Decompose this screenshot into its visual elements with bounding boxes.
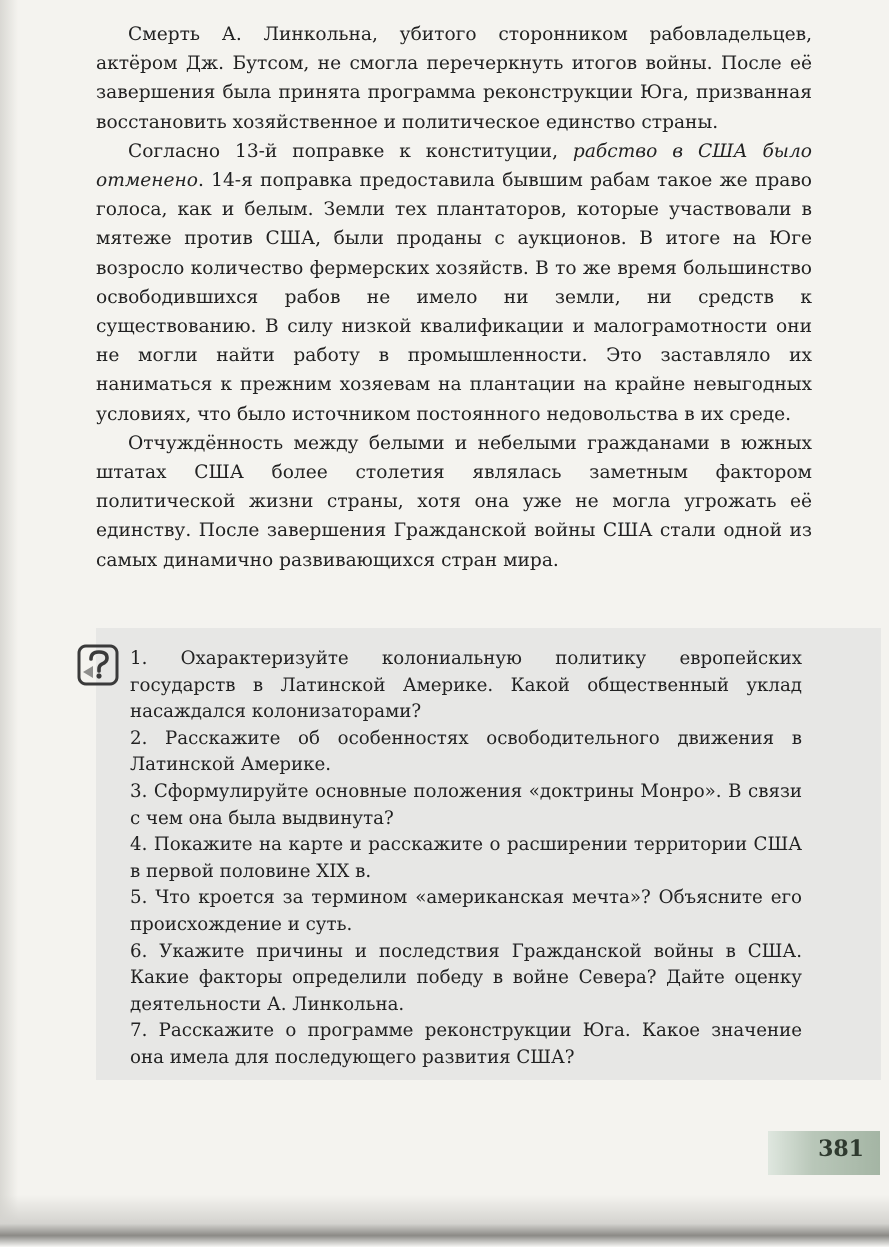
question-item: 4. Покажите на карте и расскажите о расширении территории США в первой половине XIX в. [130, 834, 802, 882]
question-item: 1. Охарактеризуйте колониальную политику европейских государств в Латинской Америке. Какой общественный уклад насаждался колонизаторами? [130, 648, 802, 723]
question-item: 2. Расскажите об особенностях освободительного движения в Латинской Америке. [130, 727, 802, 776]
paragraph [96, 20, 812, 137]
page-number-tab [768, 1131, 880, 1175]
main-text [96, 20, 812, 575]
paragraph-text: Отчуждённость между белыми и небелыми гражданами в южных штатах США более столетия являлась заметным фактором политической жизни страны, хотя она уже не могла угрожать её единству. После завершения Гражданской войны США стали одной из самых динамично развивающихся стран мира. [96, 432, 812, 571]
question-item: 3. Сформулируйте основные положения «доктрины Монро». В связи с чем она была выдвинута? [130, 780, 802, 829]
paragraph [96, 137, 812, 429]
paragraph [96, 429, 812, 575]
italic-emphasis: рабство в США было отменено [96, 140, 812, 192]
question-item: 6. Укажите причины и последствия Гражданской войны в США. Какие факторы определили победу в войне Севера? Дайте оценку деятельности А. Линкольна. [130, 940, 802, 1015]
questions-list [130, 646, 802, 1072]
paragraph-text: Согласно 13-й поправке к конституции, [128, 140, 573, 162]
page-number: 381 [818, 1136, 864, 1162]
paragraph-text: . 14-я поправка предоставила бывшим рабам такое же право голоса, как и белым. Земли тех плантаторов, которые участвовали в мятеже против США, были проданы с аукционов. В итоге на Юге возросло количество фермерских хозяйств. В то же время большинство освободившихся рабов не имело ни земли, ни средств к существованию. В силу низкой квалификации и малограмотности они не могли найти работу в промышленности. Это заставляло их наниматься к прежним хозяевам на плантации на крайне невыгодных условиях, что было источником постоянного недовольства в их среде. [96, 170, 812, 425]
page-gutter-shadow [0, 0, 18, 1247]
question-item: 5. Что кроется за термином «американская мечта»? Объясните его происхождение и суть. [130, 887, 802, 935]
question-icon [77, 642, 121, 688]
question-item: 7. Расскажите о программе реконструкции Юга. Какое значение она имела для последующего развития США? [130, 1020, 802, 1068]
paragraph-text: Смерть А. Линкольна, убитого сторонником рабовладельцев, актёром Дж. Бутсом, не смогла перечеркнуть итогов войны. После её завершения была принята программа реконструкции Юга, призванная восстановить хозяйственное и политическое единство страны. [96, 24, 812, 133]
page-bottom-edge [0, 1195, 889, 1247]
